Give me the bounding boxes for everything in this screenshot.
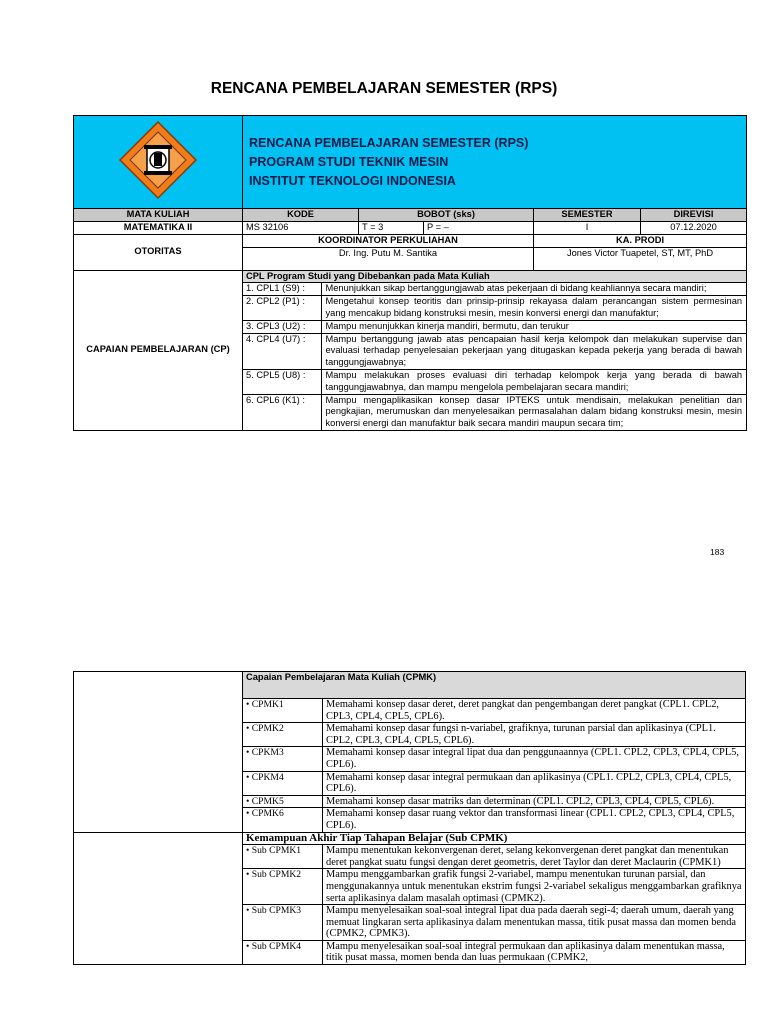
label-kaprodi: KA. PRODI [534,234,747,247]
cpmk-description: Memahami konsep dasar matriks dan determinan (CPL1. CPL2, CPL3, CPL4, CPL5, CPL6). [323,795,746,808]
header-line-1: RENCANA PEMBELAJARAN SEMESTER (RPS) [249,135,529,150]
page-title: RENCANA PEMBELAJARAN SEMESTER (RPS) [210,80,558,97]
value-kaprodi: Jones Victor Tuapetel, ST, MT, PhD [534,247,747,270]
cpl-code: 3. CPL3 (U2) : [243,320,321,333]
rps-header-table [73,115,747,431]
cpmk-code: • CPKM3 [243,747,323,771]
label-capaian-pembelajaran: CAPAIAN PEMBELAJARAN (CP) [74,270,243,430]
value-koordinator: Dr. Ing. Putu M. Santika [243,247,534,270]
cpl-heading: CPL Program Studi yang Dibebankan pada Mata Kuliah [243,271,746,283]
sub-cpmk-description: Mampu menyelesaikan soal-soal integral lipat dua pada daerah segi-4; daerah umum, daerah yang memuat lingkaran serta aplikasinya dalam menentukan massa, titik pusat massa dan momen benda (CPMK2, CPMK3). [323,905,746,941]
cpl-list [243,270,747,430]
cpmk-code: • CPMK6 [243,808,323,832]
value-semester: I [534,221,641,234]
cpmk-description: Memahami konsep dasar fungsi n-variabel, grafiknya, turunan parsial dan aplikasinya (CPL1. CPL2, CPL3, CPL4, CPL5, CPL6). [323,723,746,747]
cpl-description: Mampu melakukan proses evaluasi diri terhadap kelompok kerja yang berada di bawah tanggungjawabnya, dan mampu mengelola pembelajaran secara mandiri; [321,369,746,394]
cpmk-description: Memahami konsep dasar integral permukaan dan aplikasinya (CPL1. CPL2, CPL3, CPL4, CPL5, CPL6). [323,771,746,795]
cpmk-description: Memahami konsep dasar integral lipat dua dan penggunaannya (CPL1. CPL2, CPL3, CPL4, CPL5, CPL6). [323,747,746,771]
label-direvisi: DIREVISI [641,209,747,222]
cpl-code: 6. CPL6 (K1) : [243,394,321,430]
sub-cpmk-description: Mampu menggambarkan grafik fungsi 2-variabel, mampu menentukan turunan parsial, dan menggunakannya untuk menentukan ekstrim fungsi 2-variabel sekaligus menggambarkan grafiknya serta aplikasinya dalam masalah optimasi (CPMK2). [323,869,746,905]
sub-cpmk-code: • Sub CPMK2 [243,869,323,905]
cpl-description: Mampu bertanggung jawab atas pencapaian hasil kerja kelompok dan melakukan supervise dan evaluasi terhadap penyelesaian pekerjaan yang ditugaskan kepada pekerja yang berada di bawah tanggungjawabnya; [321,333,746,369]
header-title-block [243,116,747,209]
cpl-code: 1. CPL1 (S9) : [243,283,321,296]
label-bobot: BOBOT (sks) [359,209,534,222]
sub-cpmk-heading: Kemampuan Akhir Tiap Tahapan Belajar (Sub CPMK) [243,832,746,845]
logo-cell [74,116,243,209]
sub-cpmk-description: Mampu menentukan kekonvergenan deret, selang kekonvergenan deret pangkat dan menentukan deret pangkat suatu fungsi dengan deret geometris, deret Taylor dan deret Maclaurin (CPMK1) [323,845,746,869]
sub-cpmk-code: • Sub CPMK1 [243,845,323,869]
cpmk-code: • CPMK2 [243,723,323,747]
value-direvisi: 07.12.2020 [641,221,747,234]
page-number: 183 [710,547,725,557]
sub-cpmk-code: • Sub CPMK3 [243,905,323,941]
cpmk-code: • CPMK1 [243,699,323,723]
cpmk-code: • CPKM4 [243,771,323,795]
label-kode: KODE [243,209,359,222]
sub-cpmk-label-empty [74,832,243,965]
value-p: P = – [424,221,534,234]
cpl-description: Menunjukkan sikap bertanggungjawab atas pekerjaan di bidang keahliannya secara mandiri; [321,283,746,296]
cpmk-label-empty [74,672,243,833]
cpmk-description: Memahami konsep dasar deret, deret pangkat dan pengembangan deret pangkat (CPL1. CPL2, CPL3, CPL4, CPL5, CPL6). [323,699,746,723]
sub-cpmk-code: • Sub CPMK4 [243,940,323,964]
cpmk-heading: Capaian Pembelajaran Mata Kuliah (CPMK) [243,672,746,699]
header-line-3: INSTITUT TEKNOLOGI INDONESIA [249,173,456,188]
value-mata-kuliah: MATEMATIKA II [74,221,243,234]
header-line-2: PROGRAM STUDI TEKNIK MESIN [249,154,449,169]
label-koordinator: KOORDINATOR PERKULIAHAN [243,234,534,247]
sub-cpmk-description: Mampu menyelesaikan soal-soal integral permukaan dan aplikasinya dalam menentukan massa, titik pusat massa, momen benda dan luas permukaan (CPMK2, [323,940,746,964]
cpl-code: 2. CPL2 (P1) : [243,296,321,321]
cpmk-description: Memahami konsep dasar ruang vektor dan transformasi linear (CPL1. CPL2, CPL3, CPL4, CPL5, CPL6). [323,808,746,832]
cpl-code: 4. CPL4 (U7) : [243,333,321,369]
cpl-description: Mengetahui konsep teoritis dan prinsip-prinsip rekayasa dalam perancangan sistem permesinan yang mencakup bidang konstruksi mesin, mesin konversi energi dan manufaktur; [321,296,746,321]
cpl-description: Mampu mengaplikasikan konsep dasar IPTEKS untuk mendisain, melakukan penelitian dan pengkajian, merumuskan dan menyelesaikan permasalahan dalam bidang konstruksi mesin, mesin konversi energi dan manufaktur baik secara mandiri maupun secara tim; [325,394,743,429]
cpmk-code: • CPMK5 [243,795,323,808]
cpl-code: 5. CPL5 (U8) : [243,369,321,394]
value-kode: MS 32106 [243,221,359,234]
label-mata-kuliah: MATA KULIAH [74,209,243,222]
cpmk-table [73,671,746,965]
label-otoritas: OTORITAS [74,234,243,270]
value-t: T = 3 [359,221,424,234]
label-semester: SEMESTER [534,209,641,222]
institution-logo [118,120,198,200]
cpl-description: Mampu menunjukkan kinerja mandiri, bermutu, dan terukur [321,320,746,333]
